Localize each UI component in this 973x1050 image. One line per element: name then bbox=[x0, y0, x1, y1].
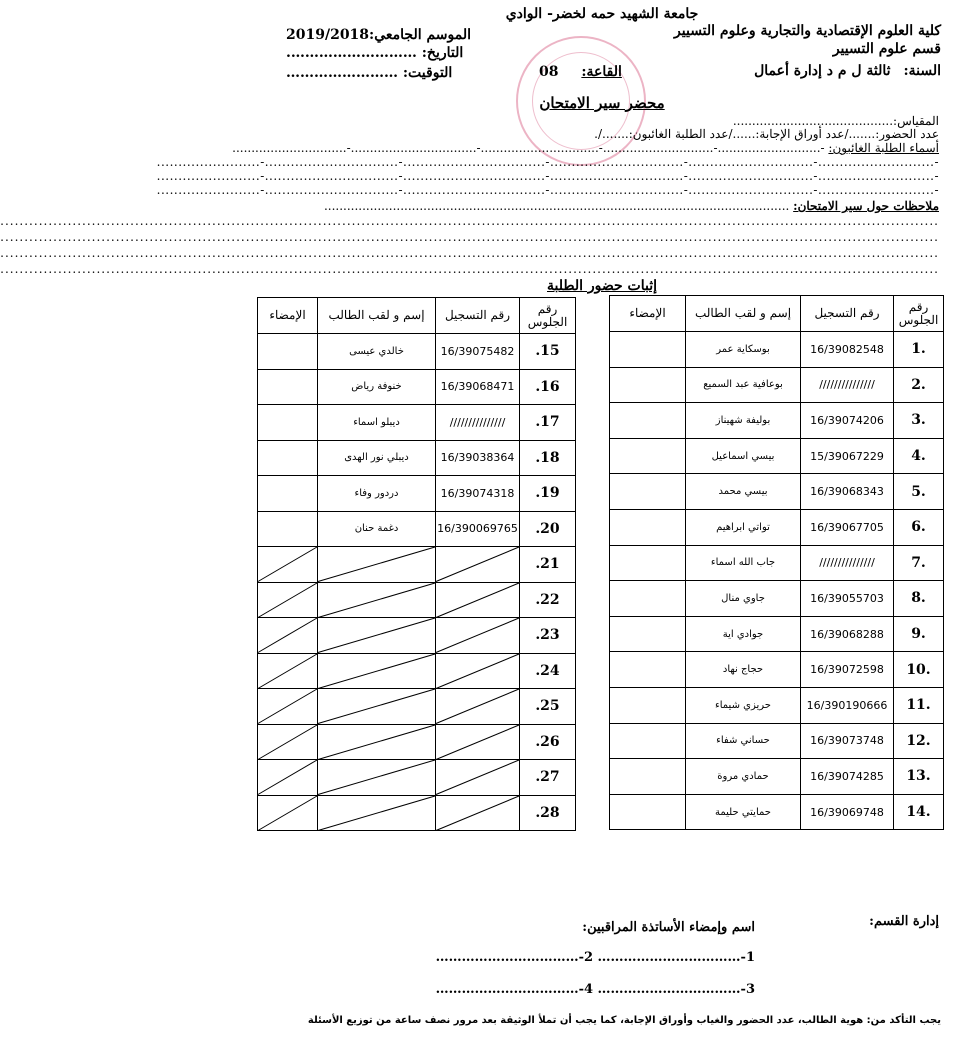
reg-cell-crossed bbox=[436, 618, 520, 654]
signature-cell bbox=[610, 403, 686, 439]
signature-cell bbox=[610, 474, 686, 510]
seat-number: .17 bbox=[520, 405, 576, 441]
seat-number: 13. bbox=[894, 759, 944, 795]
signature-cell bbox=[610, 545, 686, 581]
footer-note: يجب التأكد من: هوية الطالب، عدد الحضور والغياب وأوراق الإجابة، كما يجب أن تملأ الوثيقة بعد مرور نصف ساعة من توزيع الأسئلة bbox=[307, 1015, 941, 1026]
seat-number: 11. bbox=[894, 687, 944, 723]
absent-label: أسماء الطلبة الغائبون: bbox=[828, 141, 939, 155]
registration-number: 16/39082548 bbox=[801, 332, 894, 368]
date-dots: ………………………. bbox=[286, 45, 417, 61]
table-row bbox=[258, 369, 576, 405]
reg-cell-crossed bbox=[436, 689, 520, 725]
signature-cell-crossed bbox=[258, 653, 318, 689]
signature-cell-crossed bbox=[258, 760, 318, 796]
student-name: حريزي شيماء bbox=[686, 687, 801, 723]
remarks-label: ملاحظات حول سير الامتحان: bbox=[793, 199, 939, 213]
faculty-name: كلية العلوم الإقتصادية والتجارية وعلوم التسيير bbox=[674, 23, 941, 39]
attendance-title: إثبات حضور الطلبة bbox=[547, 278, 657, 294]
signature-cell bbox=[610, 438, 686, 474]
signature-cell bbox=[610, 794, 686, 830]
registration-number: 16/39068471 bbox=[436, 369, 520, 405]
signature-cell-crossed bbox=[258, 618, 318, 654]
signature-cell bbox=[610, 759, 686, 795]
table-row bbox=[610, 687, 944, 723]
table-row bbox=[610, 509, 944, 545]
time-dots: …………………… bbox=[286, 65, 398, 81]
table-row bbox=[610, 616, 944, 652]
student-name: ديبلو اسماء bbox=[318, 405, 436, 441]
student-name: ديبلي نور الهدى bbox=[318, 440, 436, 476]
header-seat: رقم الجلوس bbox=[894, 296, 944, 332]
seat-number: 8. bbox=[894, 581, 944, 617]
table-row bbox=[258, 618, 576, 654]
signature-cell bbox=[258, 476, 318, 512]
header-seat: رقم الجلوس bbox=[520, 298, 576, 334]
name-cell-crossed bbox=[318, 547, 436, 583]
hall-row bbox=[539, 64, 622, 80]
signature-cell bbox=[610, 652, 686, 688]
student-name: بوليفة شهيناز bbox=[686, 403, 801, 439]
table-row bbox=[610, 545, 944, 581]
seat-number: .25 bbox=[520, 689, 576, 725]
signature-cell bbox=[610, 723, 686, 759]
registration-number: /////////////// bbox=[801, 367, 894, 403]
season: الموسم الجامعي:2019/2018 bbox=[286, 27, 471, 43]
registration-number: 16/39073748 bbox=[801, 723, 894, 759]
registration-number: 16/39074318 bbox=[436, 476, 520, 512]
signature-cell bbox=[610, 616, 686, 652]
date-row bbox=[286, 46, 463, 61]
seat-number: .27 bbox=[520, 760, 576, 796]
student-name: بوسكاية عمر bbox=[686, 332, 801, 368]
absent-line-4: -...........................-.............................-...............................-.................................-...............................-........................ bbox=[156, 183, 939, 197]
registration-number: 16/39068343 bbox=[801, 474, 894, 510]
department-admin-label: إدارة القسم: bbox=[869, 914, 939, 929]
student-name: حجاج نهاد bbox=[686, 652, 801, 688]
seat-number: .18 bbox=[520, 440, 576, 476]
registration-number: 16/39075482 bbox=[436, 334, 520, 370]
student-name: بيسي محمد bbox=[686, 474, 801, 510]
name-cell-crossed bbox=[318, 760, 436, 796]
table-row bbox=[610, 474, 944, 510]
table-row bbox=[258, 795, 576, 831]
registration-number: 16/390069765 bbox=[436, 511, 520, 547]
table-row bbox=[258, 440, 576, 476]
table-row bbox=[610, 367, 944, 403]
remarks-dots: .......................................................................................................................... bbox=[323, 199, 790, 213]
seat-number: 3. bbox=[894, 403, 944, 439]
student-name: جاب الله اسماء bbox=[686, 545, 801, 581]
student-name: حساني شفاء bbox=[686, 723, 801, 759]
student-name: خنوفة رياض bbox=[318, 369, 436, 405]
seat-number: 10. bbox=[894, 652, 944, 688]
signature-cell bbox=[258, 405, 318, 441]
student-name: حمايتي حليمة bbox=[686, 794, 801, 830]
seat-number: .28 bbox=[520, 795, 576, 831]
registration-number: /////////////// bbox=[801, 545, 894, 581]
time-label: التوقيت: bbox=[402, 65, 453, 81]
student-name: دغمة حنان bbox=[318, 511, 436, 547]
table-row bbox=[258, 405, 576, 441]
student-name: دردور وفاء bbox=[318, 476, 436, 512]
table-row bbox=[258, 511, 576, 547]
seat-number: 1. bbox=[894, 332, 944, 368]
signature-cell bbox=[610, 367, 686, 403]
seat-number: .24 bbox=[520, 653, 576, 689]
seat-number: .15 bbox=[520, 334, 576, 370]
seat-number: .26 bbox=[520, 724, 576, 760]
attendance-table-right bbox=[609, 295, 944, 830]
supervisors-title: اسم وإمضاء الأساتذة المراقبين: bbox=[582, 920, 755, 935]
reg-cell-crossed bbox=[436, 795, 520, 831]
seat-number: 6. bbox=[894, 509, 944, 545]
remarks-line-4: ................................................................................................................................................................................................... bbox=[0, 246, 939, 260]
name-cell-crossed bbox=[318, 795, 436, 831]
seat-number: .23 bbox=[520, 618, 576, 654]
remarks-line-3: ................................................................................................................................................................................................... bbox=[0, 230, 939, 244]
seat-number: 12. bbox=[894, 723, 944, 759]
signature-cell-crossed bbox=[258, 724, 318, 760]
signature-cell bbox=[610, 581, 686, 617]
supervisor-line-2: ……………………………-4 ……………………………-3 bbox=[435, 982, 755, 997]
seat-number: .22 bbox=[520, 582, 576, 618]
year-label: السنة: bbox=[903, 63, 941, 79]
department-name: قسم علوم التسيير bbox=[832, 41, 941, 57]
student-name: بوعافية عبد السميع bbox=[686, 367, 801, 403]
registration-number: 16/39055703 bbox=[801, 581, 894, 617]
table-row bbox=[610, 652, 944, 688]
table-row bbox=[258, 334, 576, 370]
signature-cell-crossed bbox=[258, 689, 318, 725]
name-cell-crossed bbox=[318, 618, 436, 654]
name-cell-crossed bbox=[318, 724, 436, 760]
registration-number: 16/390190666 bbox=[801, 687, 894, 723]
table-row bbox=[610, 723, 944, 759]
registration-number: 16/39074285 bbox=[801, 759, 894, 795]
header-reg: رقم التسجيل bbox=[436, 298, 520, 334]
table-row bbox=[258, 689, 576, 725]
registration-number: 16/39067705 bbox=[801, 509, 894, 545]
header-signature: الإمضاء bbox=[610, 296, 686, 332]
signature-cell-crossed bbox=[258, 582, 318, 618]
registration-number: 16/39074206 bbox=[801, 403, 894, 439]
table-row bbox=[258, 547, 576, 583]
registration-number: 16/39072598 bbox=[801, 652, 894, 688]
subject-line: المقياس:.......................................... bbox=[732, 114, 939, 128]
table-row bbox=[258, 760, 576, 796]
seat-number: .16 bbox=[520, 369, 576, 405]
seat-number: .21 bbox=[520, 547, 576, 583]
report-title: محضر سير الامتحان bbox=[539, 94, 665, 112]
reg-cell-crossed bbox=[436, 547, 520, 583]
student-name: بيسي اسماعيل bbox=[686, 438, 801, 474]
hall-label: القاعة: bbox=[581, 64, 622, 80]
header-reg: رقم التسجيل bbox=[801, 296, 894, 332]
signature-cell bbox=[258, 511, 318, 547]
registration-number: 16/39038364 bbox=[436, 440, 520, 476]
seat-number: .20 bbox=[520, 511, 576, 547]
reg-cell-crossed bbox=[436, 582, 520, 618]
registration-number: 15/39067229 bbox=[801, 438, 894, 474]
signature-cell bbox=[610, 509, 686, 545]
counts-line: عدد الحضور:......./عدد أوراق الإجابة:....../عدد الطلبة الغائبون:......./. bbox=[594, 127, 939, 141]
signature-cell bbox=[258, 369, 318, 405]
signature-cell-crossed bbox=[258, 795, 318, 831]
remarks-line-5: ................................................................................................................................................................................................... bbox=[0, 262, 939, 276]
table-row bbox=[610, 403, 944, 439]
registration-number: /////////////// bbox=[436, 405, 520, 441]
time-row bbox=[286, 66, 452, 81]
name-cell-crossed bbox=[318, 689, 436, 725]
table-row bbox=[610, 581, 944, 617]
reg-cell-crossed bbox=[436, 724, 520, 760]
registration-number: 16/39068288 bbox=[801, 616, 894, 652]
seat-number: .19 bbox=[520, 476, 576, 512]
table-row bbox=[258, 724, 576, 760]
signature-cell bbox=[258, 440, 318, 476]
table-row bbox=[258, 582, 576, 618]
name-cell-crossed bbox=[318, 653, 436, 689]
header-signature: الإمضاء bbox=[258, 298, 318, 334]
signature-cell bbox=[610, 332, 686, 368]
header-name: إسم و لقب الطالب bbox=[318, 298, 436, 334]
student-name: حمادي مروة bbox=[686, 759, 801, 795]
seat-number: 4. bbox=[894, 438, 944, 474]
signature-cell bbox=[258, 334, 318, 370]
absent-line bbox=[232, 141, 939, 155]
university-name: جامعة الشهيد حمه لخضر- الوادي bbox=[505, 6, 699, 22]
supervisor-line-1: ……………………………-2 ……………………………-1 bbox=[435, 950, 755, 965]
reg-cell-crossed bbox=[436, 760, 520, 796]
registration-number: 16/39069748 bbox=[801, 794, 894, 830]
absent-line-2: -...........................-.............................-...............................-.................................-...............................-........................ bbox=[156, 155, 939, 169]
absent-line-dots: -...........................-.............................-...............................-.................................-.............................. bbox=[232, 141, 825, 155]
header-name: إسم و لقب الطالب bbox=[686, 296, 801, 332]
table-row bbox=[610, 332, 944, 368]
seat-number: 14. bbox=[894, 794, 944, 830]
attendance-table-left bbox=[257, 297, 576, 831]
table-row bbox=[610, 759, 944, 795]
hall-number: 08 bbox=[539, 64, 559, 80]
table-row bbox=[258, 653, 576, 689]
table-row bbox=[610, 794, 944, 830]
student-name: جاوي منال bbox=[686, 581, 801, 617]
remarks-line-2: ................................................................................................................................................................................................... bbox=[0, 214, 939, 228]
academic-year-row bbox=[754, 64, 941, 79]
date-label: التاريخ: bbox=[421, 45, 464, 61]
seat-number: 9. bbox=[894, 616, 944, 652]
signature-cell bbox=[610, 687, 686, 723]
name-cell-crossed bbox=[318, 582, 436, 618]
absent-line-3: -...........................-.............................-...............................-.................................-...............................-........................ bbox=[156, 169, 939, 183]
seat-number: 2. bbox=[894, 367, 944, 403]
signature-cell-crossed bbox=[258, 547, 318, 583]
student-name: تواتي ابراهيم bbox=[686, 509, 801, 545]
year-value: ثالثة ل م د إدارة أعمال bbox=[754, 63, 891, 79]
seat-number: 7. bbox=[894, 545, 944, 581]
table-row bbox=[610, 438, 944, 474]
reg-cell-crossed bbox=[436, 653, 520, 689]
student-name: خالدي عيسى bbox=[318, 334, 436, 370]
remarks-line bbox=[324, 199, 939, 213]
seat-number: 5. bbox=[894, 474, 944, 510]
student-name: جوادي اية bbox=[686, 616, 801, 652]
table-row bbox=[258, 476, 576, 512]
